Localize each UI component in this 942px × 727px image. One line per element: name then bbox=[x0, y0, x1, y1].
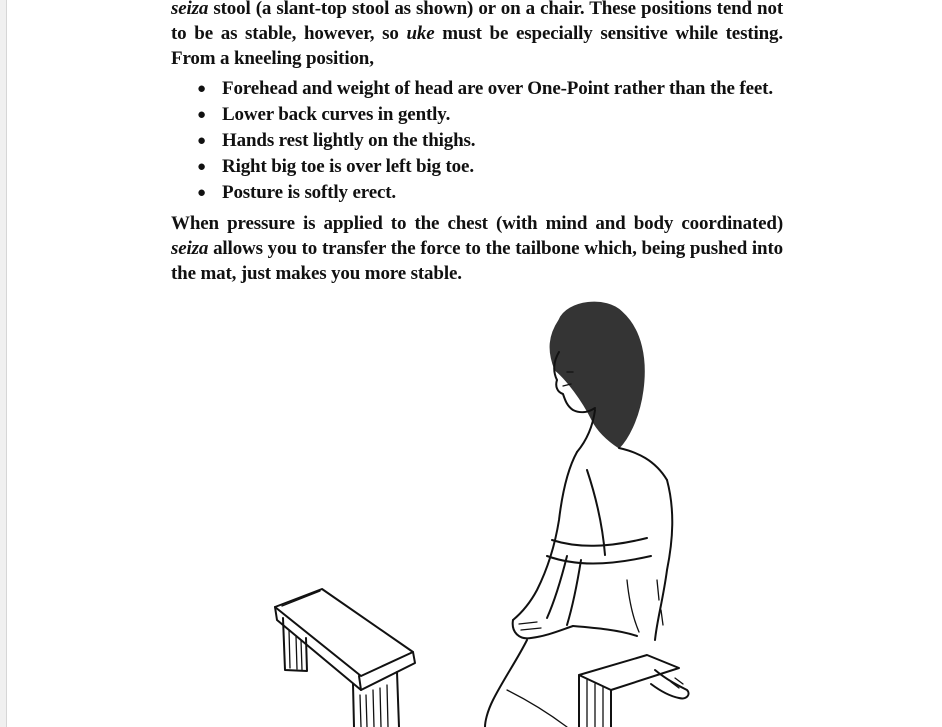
pressure-text-end: allows you to transfer the force to the tailbone which, being pushed into the mat, just makes you more stable. bbox=[171, 238, 783, 284]
intro-text-end: must be especially sensitive while testing. From a kneeling position, bbox=[171, 23, 783, 69]
bullet-icon: ● bbox=[197, 133, 206, 149]
bullet-text: Right big toe is over left big toe. bbox=[222, 156, 474, 177]
bullet-text: Posture is softly erect. bbox=[222, 182, 397, 203]
pressure-text: When pressure is applied to the chest (with mind and body coordinated) bbox=[171, 213, 783, 234]
document-page bbox=[7, 0, 942, 727]
viewer-left-edge bbox=[0, 0, 7, 727]
intro-text: stool (a slant-top stool as shown) or on a chair. These positions tend not to be as stable, however, so bbox=[171, 0, 783, 44]
bullet-text: Lower back curves in gently. bbox=[222, 104, 451, 125]
bullet-icon: ● bbox=[197, 107, 206, 123]
bullet-text: Hands rest lightly on the thighs. bbox=[222, 130, 476, 151]
bullet-icon: ● bbox=[197, 81, 206, 97]
seiza-stool-illustration bbox=[275, 589, 415, 727]
term-seiza-2: seiza bbox=[171, 238, 209, 259]
term-uke: uke bbox=[406, 23, 435, 44]
bullet-icon: ● bbox=[197, 185, 206, 201]
bullet-icon: ● bbox=[197, 159, 206, 175]
bullet-text: Forehead and weight of head are over One-Point rather than the feet. bbox=[222, 78, 773, 99]
seiza-illustration bbox=[7, 0, 942, 727]
kneeling-woman-illustration bbox=[485, 302, 689, 727]
term-seiza: seiza bbox=[171, 0, 209, 19]
